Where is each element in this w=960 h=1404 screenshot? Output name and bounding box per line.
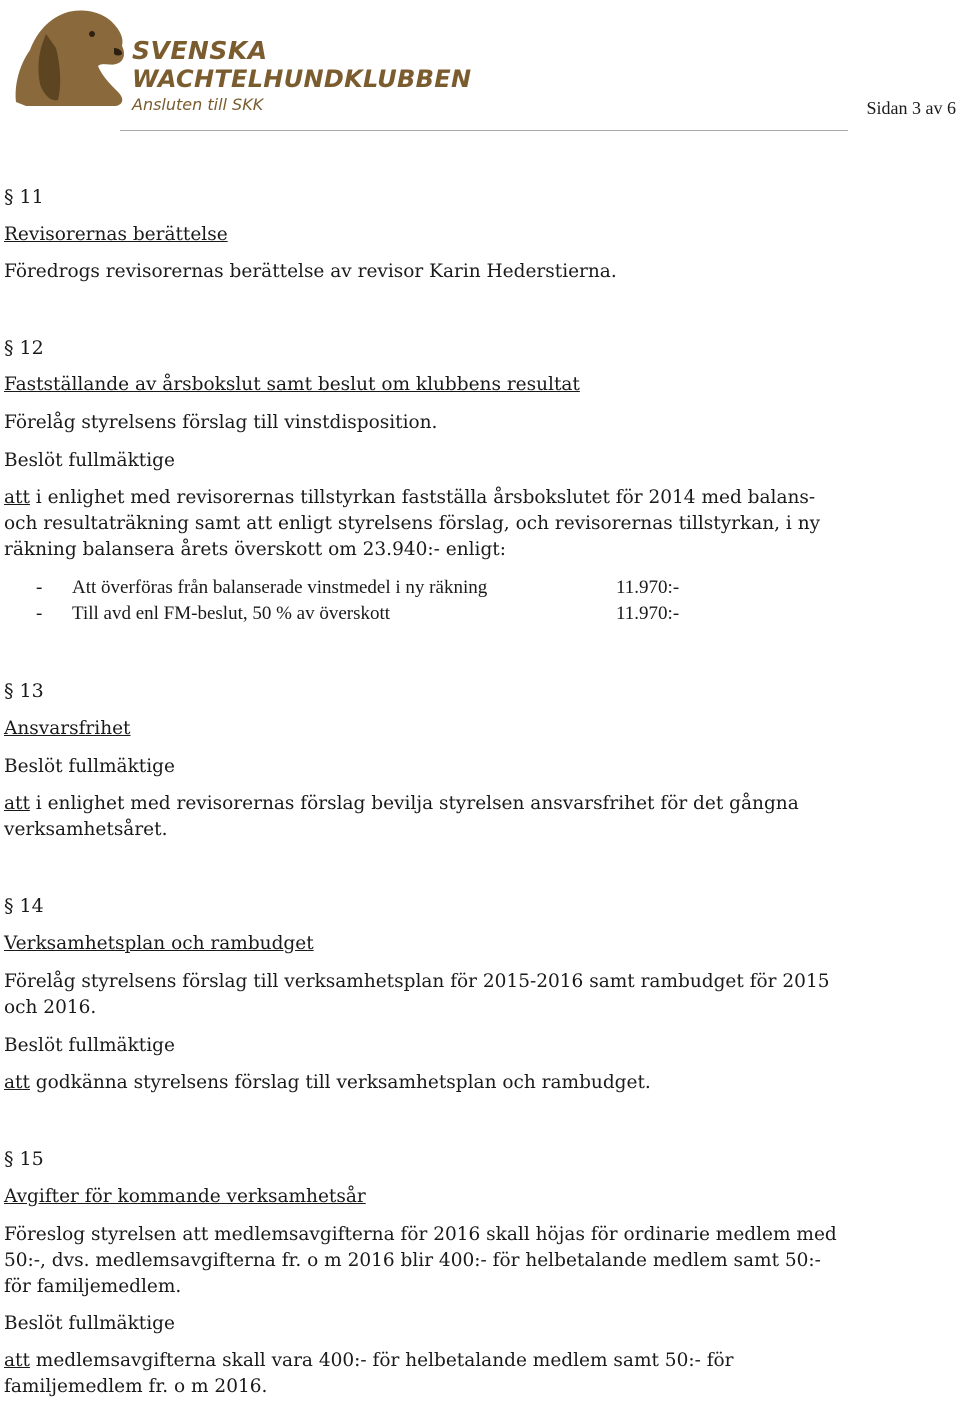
list-item-amount: 11.970:- [616,577,680,598]
paragraph: Förelåg styrelsens förslag till vinstdisposition. [4,412,438,433]
logo-title-line1: SVENSKA [132,36,268,65]
section-number: § 15 [4,1148,44,1170]
section-number: § 13 [4,680,44,702]
list-dash: - [36,577,43,598]
logo-title-line2: WACHTELHUNDKLUBBEN [132,65,472,93]
list-item [36,603,716,629]
att-keyword: att [4,487,30,508]
club-logo [6,4,472,114]
section-12-body [4,372,864,563]
paragraph-line: 50:-, dvs. medlemsavgifterna fr. o m 2016 blir 400:- för helbetalande medlem samt 50:- [4,1250,821,1271]
decision-text [4,485,864,511]
decision-line: godkänna styrelsens förslag till verksamhetsplan och rambudget. [29,1072,651,1093]
section-number: § 12 [4,337,44,359]
list-item-amount: 11.970:- [616,603,680,624]
section-11-body [4,222,864,285]
decision-line: i enlighet med revisorernas förslag bevilja styrelsen ansvarsfrihet för det gångna [29,793,799,814]
decision-line: familjemedlem fr. o m 2016. [4,1376,268,1397]
paragraph-line: Förelåg styrelsens förslag till verksamhetsplan för 2015-2016 samt rambudget för 2015 [4,971,830,992]
allocation-list [36,577,716,629]
decision-text [4,1348,864,1374]
paragraph-line: för familjemedlem. [4,1276,182,1297]
att-keyword: att [4,1072,30,1093]
decision-text [4,1070,864,1096]
dog-head-icon [6,4,136,112]
section-heading: Fastställande av årsbokslut samt beslut om klubbens resultat [4,374,580,395]
section-heading: Verksamhetsplan och rambudget [4,933,314,954]
decision-text [4,791,864,817]
decision-line: i enlighet med revisorernas tillstyrkan fastställa årsbokslutet för 2014 med balans- [29,487,816,508]
page-number: Sidan 3 av 6 [866,98,956,118]
section-13 [4,678,864,704]
paragraph-line: Föreslog styrelsen att medlemsavgifterna för 2016 skall höjas för ordinarie medlem med [4,1224,837,1245]
decision-label: Beslöt fullmäktige [4,1313,175,1334]
section-14 [4,893,864,919]
section-13-body [4,716,864,843]
header-divider [120,130,848,131]
section-heading: Revisorernas berättelse [4,224,228,245]
section-heading: Ansvarsfrihet [4,718,131,739]
section-12 [4,335,864,361]
list-item-text: Till avd enl FM-beslut, 50 % av överskott [72,603,391,624]
list-dash: - [36,603,43,624]
paragraph: Föredrogs revisorernas berättelse av revisor Karin Hederstierna. [4,261,617,282]
section-11 [4,184,864,210]
paragraph-line: och 2016. [4,997,97,1018]
decision-label: Beslöt fullmäktige [4,1035,175,1056]
decision-line: och resultaträkning samt att enligt styrelsens förslag, och revisorernas tillstyrkan, i ny [4,513,821,534]
decision-line: medlemsavgifterna skall vara 400:- för helbetalande medlem samt 50:- för [29,1350,734,1371]
section-number: § 14 [4,895,44,917]
list-item [36,577,716,603]
decision-line: verksamhetsåret. [4,819,168,840]
decision-label: Beslöt fullmäktige [4,756,175,777]
decision-line: räkning balansera årets överskott om 23.940:- enligt: [4,539,506,560]
decision-label: Beslöt fullmäktige [4,450,175,471]
list-item-text: Att överföras från balanserade vinstmedel i ny räkning [72,577,488,598]
logo-subtitle: Ansluten till SKK [132,95,264,114]
section-14-body [4,931,864,1096]
att-keyword: att [4,1350,30,1371]
section-number: § 11 [4,186,44,208]
section-heading: Avgifter för kommande verksamhetsår [4,1186,366,1207]
section-15 [4,1146,864,1172]
att-keyword: att [4,793,30,814]
section-15-body [4,1184,864,1400]
